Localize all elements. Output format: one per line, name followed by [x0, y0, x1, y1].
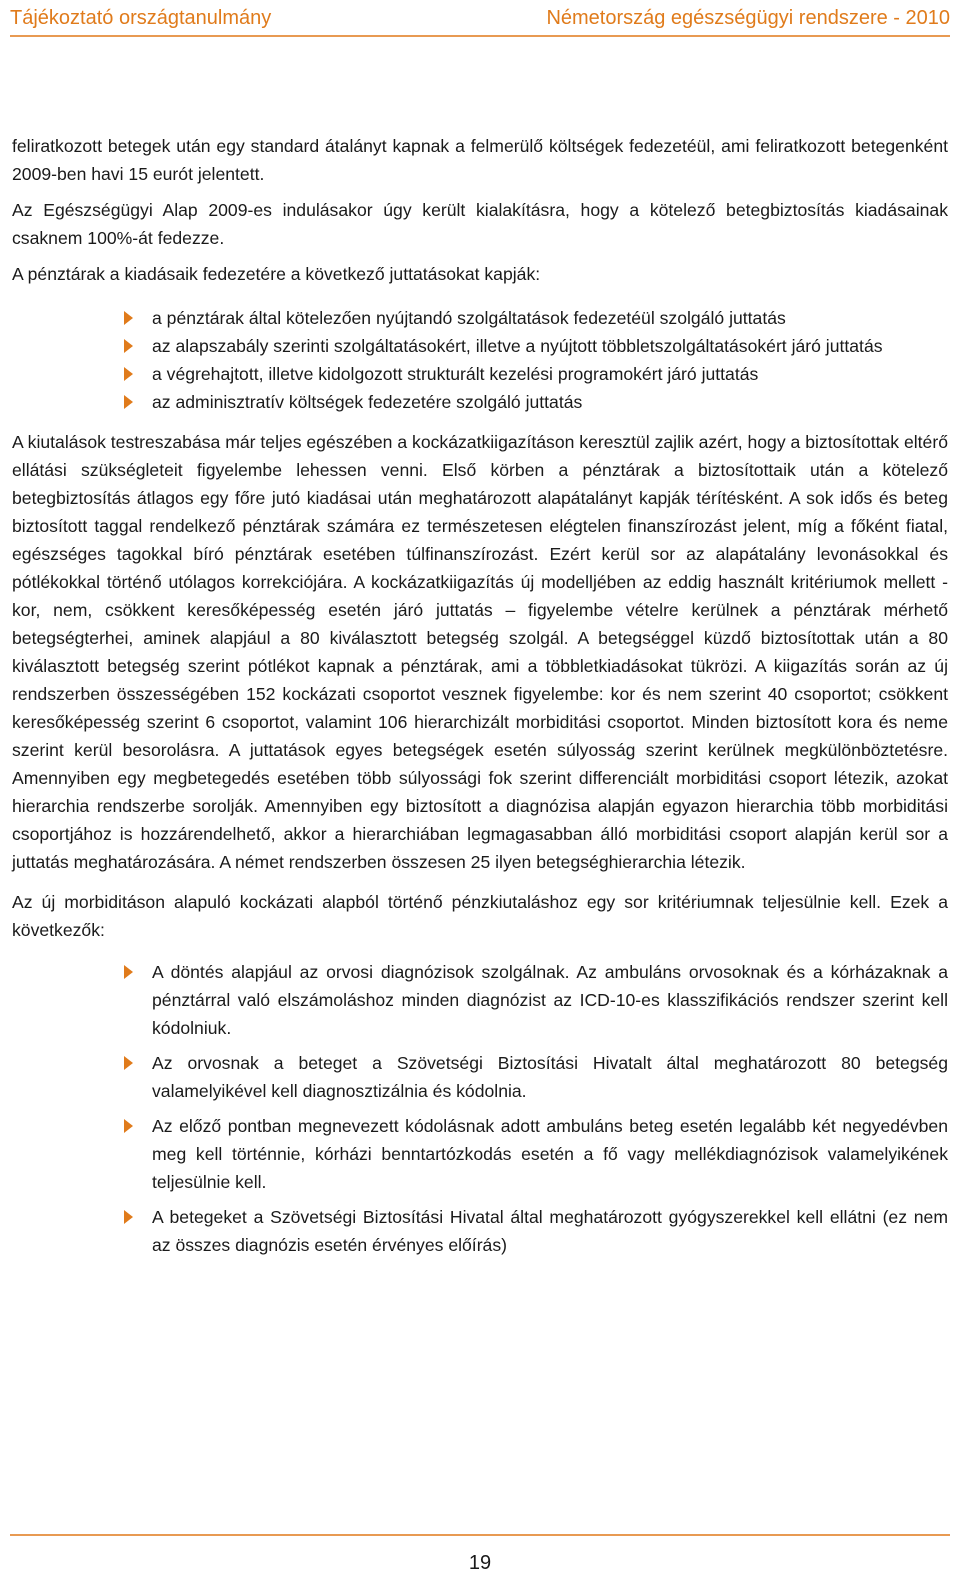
paragraph-criteria-lead: Az új morbiditáson alapuló kockázati alapból történő pénzkiutaláshoz egy sor kritériumnak teljesülnie kell. Ezek a következők: [12, 892, 948, 940]
paragraph-intro: feliratkozott betegek után egy standard átalányt kapnak a felmerülő költségek fedezetéül, ami feliratkozott betegenként 2009-ben havi 15 eurót jelentett. [12, 136, 948, 184]
orange-triangle-bullet-icon [124, 965, 133, 979]
paragraph-risk-adjustment: A kiutalások testreszabása már teljes egészében a kockázatkiigazításon keresztül zajlik azért, hogy a biztosítottak eltérő ellátási szükségleteit figyelembe lehessen venni. Első körben a pénztárak a biztosítottaik után a kötelező betegbiztosítás átlagos egy főre jutó kiadásai után meghatározott alapátalányt kapják térítésként. A sok idős és beteg biztosított taggal rendelkező pénztárak számára ez természetesen elégtelen finanszírozást jelent, míg a főként fiatal, egészséges tagokkal bíró pénztárak esetében túlfinanszírozást. Ezért kerül sor az alapátalány levonásokkal és pótlékokkal történő utólagos korrekciójára. A kockázatkiigazítás új modelljében az eddig használt kritériumok mellett - kor, nem, csökkent keresőképesség esetén járó juttatás – figyelembe vételre kerülnek a pénztárak mérhető betegségterhei, aminek alapjául a 80 kiválasztott betegség szolgál. A betegséggel küzdő biztosítottak után a 80 kiválasztott betegség szerint pótlékot kapnak a pénztárak, ami a többletkiadásokat tükrözi. A kiigazítás során az új rendszerben összességében 152 kockázati csoportot vesznek figyelembe: kor és nem szerint 40 csoportot; csökkent keresőképesség szerint 6 csoportot, valamint 106 hierarchizált morbiditási csoportot. Minden biztosított kora és neme szerint kerül besorolásra. A juttatások egyes betegségek esetén súlyosság szerint kerülnek megkülönböztetésre. Amennyiben egy megbetegedés esetében több súlyossági fok szerint differenciált morbiditási csoport létezik, azokat hierarchia rendszerbe sorolják. Amennyiben egy biztosított a diagnózisa alapján egyazon hierarchia több morbiditási csoportjához is hozzárendelhető, akkor a hierarchiában legmagasabban álló morbiditási csoport alapján kerül sor a juttatás meghatározására. A német rendszerben összesen 25 ilyen betegséghierarchia létezik. [12, 432, 948, 872]
list-item [12, 332, 948, 360]
header-section-title: Németország egészségügyi rendszere - 2010 [546, 7, 950, 29]
list-item-text: Az előző pontban megnevezett kódolásnak adott ambuláns beteg esetén legalább két negyedévben meg kell történnie, kórházi benntartózkodás esetén a fő vagy mellékdiagnózisok valamelyikének teljesülnie kell. [152, 1116, 948, 1192]
list-item-text: a végrehajtott, illetve kidolgozott strukturált kezelési programokért járó juttatás [152, 364, 759, 384]
criteria-list [12, 958, 948, 1259]
list-item [12, 388, 948, 416]
list-item [12, 304, 948, 332]
list-item-text: A döntés alapjául az orvosi diagnózisok szolgálnak. Az ambuláns orvosoknak és a kórházaknak a pénztárral való elszámoláshoz minden diagnózist az ICD-10-es klasszifikációs rendszer szerint kell kódolniuk. [152, 962, 948, 1038]
paragraph-allocations-lead: A pénztárak a kiadásaik fedezetére a következő juttatásokat kapják: [12, 264, 541, 284]
list-item [12, 958, 948, 1042]
allocations-list [12, 304, 948, 416]
header-divider [10, 35, 950, 37]
header-document-title: Tájékoztató országtanulmány [10, 7, 272, 29]
page-body [12, 132, 948, 1266]
list-item [12, 1112, 948, 1196]
orange-triangle-bullet-icon [124, 339, 133, 353]
orange-triangle-bullet-icon [124, 395, 133, 409]
list-item [12, 1049, 948, 1105]
list-item [12, 1203, 948, 1259]
orange-triangle-bullet-icon [124, 1210, 133, 1224]
page-header [0, 0, 960, 38]
paragraph-health-fund: Az Egészségügyi Alap 2009-es indulásakor úgy került kialakításra, hogy a kötelező betegbiztosítás kiadásainak csaknem 100%-át fedezze. [12, 200, 948, 248]
list-item-text: az adminisztratív költségek fedezetére szolgáló juttatás [152, 392, 583, 412]
list-item-text: A betegeket a Szövetségi Biztosítási Hivatal által meghatározott gyógyszerekkel kell ellátni (ez nem az összes diagnózis esetén érvényes előírás) [152, 1207, 948, 1255]
orange-triangle-bullet-icon [124, 311, 133, 325]
orange-triangle-bullet-icon [124, 367, 133, 381]
orange-triangle-bullet-icon [124, 1119, 133, 1133]
list-item [12, 360, 948, 388]
list-item-text: a pénztárak által kötelezően nyújtandó szolgáltatások fedezetéül szolgáló juttatás [152, 308, 786, 328]
list-item-text: Az orvosnak a beteget a Szövetségi Biztosítási Hivatalt által meghatározott 80 betegség valamelyikével kell diagnosztizálnia és kódolnia. [152, 1053, 948, 1101]
list-item-text: az alapszabály szerinti szolgáltatásokért, illetve a nyújtott többletszolgáltatásokért járó juttatás [152, 336, 883, 356]
page-number: 19 [468, 1552, 492, 1574]
footer-divider [10, 1534, 950, 1536]
orange-triangle-bullet-icon [124, 1056, 133, 1070]
